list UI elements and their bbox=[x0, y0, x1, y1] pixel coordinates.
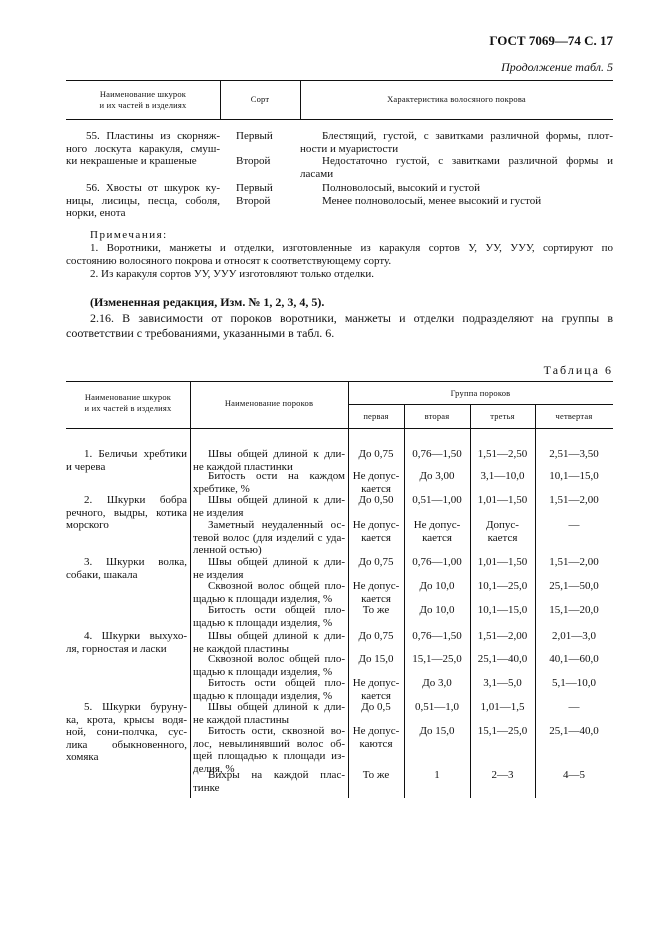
table-5-row-name-line: 56. Хвосты от шкурок ку- bbox=[86, 182, 220, 194]
table-6-item-name-line: 3. Шкурки волка, bbox=[84, 556, 187, 568]
table-6-group-2-value: До 10,0 bbox=[419, 604, 455, 616]
notes-title: Примечания: bbox=[90, 229, 168, 241]
table-6-defect-line: Сквозной волос общей пло- bbox=[208, 653, 345, 665]
table-6-group-1-value: До 0,5 bbox=[361, 701, 391, 713]
table-6-defect-line: Вихры на каждой плас- bbox=[208, 769, 345, 781]
table-6-defect-line: не каждой пластины bbox=[193, 642, 290, 655]
table-6-group-1-value: кается bbox=[361, 531, 391, 544]
table-6-group-4-value: — bbox=[568, 701, 580, 713]
table-6-defect-line: делия, % bbox=[193, 762, 235, 775]
table-6-item-name-line: речного, выдры, котика bbox=[66, 506, 187, 519]
table-6-defect-line: Швы общей длиной к дли- bbox=[208, 494, 345, 506]
table-6-group-2-value: 0,51—1,00 bbox=[412, 494, 462, 506]
table-5-row-characteristic-line: ласами bbox=[300, 167, 334, 180]
table-5-header-rule bbox=[66, 119, 613, 120]
table-6-group-3-value: 2—3 bbox=[491, 769, 514, 781]
table-6-header-defect: Наименование пороков bbox=[224, 398, 314, 408]
table-6-defect-line: Битость ости, сквозной во- bbox=[208, 725, 345, 737]
table-5-row-grade: Первый bbox=[236, 182, 273, 194]
table-6-defect-line: не каждой пластины bbox=[193, 713, 290, 726]
table-5-row-characteristic-line: ности и муаристости bbox=[300, 142, 399, 155]
table-6-defect-line: Швы общей длиной к дли- bbox=[208, 448, 345, 460]
table-6-group-2-value: 0,76—1,00 bbox=[412, 556, 462, 568]
table-6-group-2-value: До 3,00 bbox=[419, 470, 455, 482]
table-6-group-3-value: 1,01—1,50 bbox=[477, 556, 528, 568]
table-6-defect-line: щей площадью к площади из- bbox=[193, 750, 345, 762]
table-6-item-name-line: 5. Шкурки буруну- bbox=[84, 701, 187, 713]
table-6-group-4-value: — bbox=[568, 519, 580, 531]
table-6-group-4-value: 2,01—3,0 bbox=[552, 630, 596, 642]
table-6-group-1-value: До 0,75 bbox=[358, 556, 394, 568]
paragraph-2-16-continuation: соответствии с требованиями, указанными в табл. 6. bbox=[66, 326, 335, 340]
table-6-group-2-value: До 3,0 bbox=[422, 677, 452, 689]
table-6-item-name-line: и черева bbox=[66, 460, 106, 473]
table-6-defect-line: Битость ости общей пло- bbox=[208, 677, 345, 689]
table-6-item-name-line: хомяка bbox=[66, 751, 99, 763]
table-6-defect-line: не изделия bbox=[193, 568, 244, 581]
table-6-item-name-line: ной, сони-полчка, сус- bbox=[66, 726, 187, 738]
table-5-row-name-line: ницы, лисицы, песца, соболя, bbox=[66, 194, 220, 207]
table-6-item-name-line: ля, горностая и ласки bbox=[66, 642, 167, 655]
table-6-caption: Таблица 6 bbox=[543, 363, 613, 377]
table-6-defect-line: не каждой пластинки bbox=[193, 460, 293, 473]
table-6-group-3-value: 10,1—15,0 bbox=[477, 604, 528, 616]
table-6-group-4-value: 25,1—50,0 bbox=[549, 580, 599, 592]
table-6-group-1-value: каются bbox=[359, 737, 393, 750]
table-6-header-rule bbox=[66, 428, 613, 429]
table-5-row-grade: Второй bbox=[236, 194, 271, 207]
table-6-header-group-3: третья bbox=[490, 411, 515, 421]
table-5-header-name: Наименование шкурок и их частей в изделиях bbox=[99, 89, 187, 110]
table-6-group-1-value: Не допус- bbox=[352, 725, 400, 737]
table-6-item-name-line: собаки, шакала bbox=[66, 568, 138, 581]
table-6-defect-line: Битость ости общей пло- bbox=[208, 604, 345, 616]
amendment-note: (Измененная редакция, Изм. № 1, 2, 3, 4, 5). bbox=[90, 295, 325, 309]
table-6-group-2-value: До 15,0 bbox=[419, 725, 455, 737]
table-6-defect-line: щадью к площади изделия, % bbox=[193, 616, 333, 629]
table-6-defect-line: Швы общей длиной к дли- bbox=[208, 556, 345, 568]
table-6-defect-line: Швы общей длиной к дли- bbox=[208, 630, 345, 642]
table-6-header-name: Наименование шкурок и их частей в изделиях bbox=[84, 392, 172, 413]
table-5-row-characteristic-line: Блестящий, густой, с завитками различной формы, плот- bbox=[322, 130, 613, 142]
table-6-group-1-value: кается bbox=[361, 689, 391, 702]
note-2: 2. Из каракуля сортов УУ, УУУ изготовляют только отделки. bbox=[90, 268, 374, 280]
table-6-group-1-value: До 15,0 bbox=[358, 653, 394, 665]
table-6-defect-line: Битость ости на каждом bbox=[208, 470, 345, 482]
table-5-row-grade: Первый bbox=[236, 130, 273, 142]
table-6-item-name-line: 1. Беличьи хребтики bbox=[84, 448, 187, 460]
table-5-header-grade: Сорт bbox=[250, 94, 270, 104]
table-6-item-name-line: морского bbox=[66, 519, 109, 531]
table-6-header-group: Группа пороков bbox=[450, 388, 511, 398]
table-6-defect-line: Сквозной волос общей пло- bbox=[208, 580, 345, 592]
table-6-item-name-line: ка, крота, крысы водя- bbox=[66, 713, 187, 726]
table-6-group-2-value: 0,76—1,50 bbox=[412, 448, 462, 460]
table-5-row-characteristic-line: Менее полноволосый, менее высокий и густой bbox=[322, 194, 542, 207]
table-5-row-name-line: норки, енота bbox=[66, 207, 126, 219]
table-6-item-name-line: лика обыкновенного, bbox=[66, 738, 187, 751]
table-6-group-1-value: кается bbox=[361, 592, 391, 605]
table-6-group-3-value: 1,01—1,5 bbox=[480, 701, 525, 713]
table-continuation-label: Продолжение табл. 5 bbox=[501, 60, 613, 74]
table-5-row-name-line: 55. Пластины из скорняж- bbox=[86, 130, 220, 142]
table-6-defect-line: тевой волос (для изделий с уда- bbox=[193, 531, 345, 544]
table-5-row-characteristic-line: Недостаточно густой, с завитками различной формы и bbox=[322, 155, 613, 167]
table-6-group-3-value: 3,1—10,0 bbox=[480, 470, 525, 482]
table-6-group-4-value: 2,51—3,50 bbox=[549, 448, 599, 460]
table-6-defect-line: ленной остью) bbox=[193, 544, 262, 556]
table-6-col-divider bbox=[190, 428, 191, 798]
table-6-group-2-value: 15,1—25,0 bbox=[412, 653, 462, 665]
table-6-group-3-value: 1,51—2,00 bbox=[477, 630, 528, 642]
table-6-defect-line: лос, невылинявший волос об- bbox=[193, 737, 345, 750]
table-6-defect-line: Заметный неудаленный ос- bbox=[208, 519, 345, 531]
table-6-group-3-value: 25,1—40,0 bbox=[477, 653, 528, 665]
table-6-group-4-value: 40,1—60,0 bbox=[549, 653, 599, 665]
table-6-header-group-1: первая bbox=[363, 411, 389, 421]
table-6-group-3-value: кается bbox=[487, 531, 518, 544]
page-header: ГОСТ 7069—74 С. 17 bbox=[489, 33, 613, 48]
table-6-group-3-value: 1,51—2,50 bbox=[477, 448, 528, 460]
table-6-group-4-value: 10,1—15,0 bbox=[549, 470, 599, 482]
table-6-group-1-value: До 0,50 bbox=[358, 494, 394, 506]
table-6-group-2-value: 0,76—1,50 bbox=[412, 630, 462, 642]
table-5-row-characteristic-line: Полноволосый, высокий и густой bbox=[322, 182, 480, 194]
table-6-defect-line: щадью к площади изделия, % bbox=[193, 592, 333, 605]
table-6-group-2-value: 0,51—1,0 bbox=[415, 701, 459, 713]
table-6-header-group-4: четвертая bbox=[555, 411, 593, 421]
table-6-group-3-value: Допус- bbox=[486, 519, 519, 531]
table-6-defect-line: не изделия bbox=[193, 506, 244, 519]
table-6-group-2-value: До 10,0 bbox=[419, 580, 455, 592]
table-6-header-group-2: вторая bbox=[424, 411, 450, 421]
table-6-group-1-value: Не допус- bbox=[352, 677, 400, 689]
table-5-top-rule bbox=[66, 80, 613, 81]
table-6-group-4-value: 1,51—2,00 bbox=[549, 556, 599, 568]
table-6-defect-line: щадью к площади изделия, % bbox=[193, 665, 333, 678]
table-6-group-4-value: 4—5 bbox=[563, 769, 585, 781]
table-6-group-1-value: До 0,75 bbox=[358, 630, 394, 642]
paragraph-2-16: 2.16. В зависимости от пороков воротники, манжеты и отделки подразделяют на группы в bbox=[90, 311, 613, 325]
table-6-group-2-value: кается bbox=[422, 531, 452, 544]
table-6-group-1-value: До 0,75 bbox=[358, 448, 394, 460]
table-6-group-4-value: 5,1—10,0 bbox=[552, 677, 596, 689]
table-6-group-4-value: 15,1—20,0 bbox=[549, 604, 599, 616]
table-6-group-1-value: Не допус- bbox=[352, 470, 400, 482]
table-6-top-rule bbox=[66, 381, 613, 382]
table-6-group-4-value: 1,51—2,00 bbox=[549, 494, 599, 506]
table-6-defect-line: Швы общей длиной к дли- bbox=[208, 701, 345, 713]
table-6-group-3-value: 1,01—1,50 bbox=[477, 494, 528, 506]
table-6-group-1-value: То же bbox=[362, 769, 390, 781]
table-6-group-2-value: 1 bbox=[434, 769, 440, 781]
note-1-continuation: состоянию волосяного покрова и относят к соответствующему сорту. bbox=[66, 255, 392, 267]
table-6-group-3-value: 10,1—25,0 bbox=[477, 580, 528, 592]
table-5-row-name-line: ного лоскута каракуля, смуш- bbox=[66, 142, 220, 155]
table-6-group-2-value: Не допус- bbox=[413, 519, 461, 531]
table-6-defect-line: щадью к площади изделия, % bbox=[193, 689, 333, 702]
table-6-defect-line: хребтике, % bbox=[193, 482, 250, 495]
table-5-row-grade: Второй bbox=[236, 155, 271, 167]
table-6-group-1-value: Не допус- bbox=[352, 580, 400, 592]
table-5-row-name-line: ки некрашеные и крашеные bbox=[66, 155, 197, 167]
table-6-group-rule bbox=[348, 404, 613, 405]
table-6-group-4-value: 25,1—40,0 bbox=[549, 725, 599, 737]
table-6-group-1-value: Не допус- bbox=[352, 519, 400, 531]
table-6-group-1-value: То же bbox=[362, 604, 390, 616]
table-6-group-3-value: 15,1—25,0 bbox=[477, 725, 528, 737]
table-6-group-1-value: кается bbox=[361, 482, 391, 495]
table-6-group-3-value: 3,1—5,0 bbox=[483, 677, 522, 689]
table-6-item-name-line: 2. Шкурки бобра bbox=[84, 494, 187, 506]
table-6-defect-line: тинке bbox=[193, 781, 220, 794]
table-5-header-characteristic: Характеристика волосяного покрова bbox=[387, 94, 526, 104]
table-6-item-name-line: 4. Шкурки выхухо- bbox=[84, 630, 187, 642]
note-1: 1. Воротники, манжеты и отделки, изготовленные из каракуля сортов У, УУ, УУУ, сортируют по bbox=[90, 242, 613, 254]
